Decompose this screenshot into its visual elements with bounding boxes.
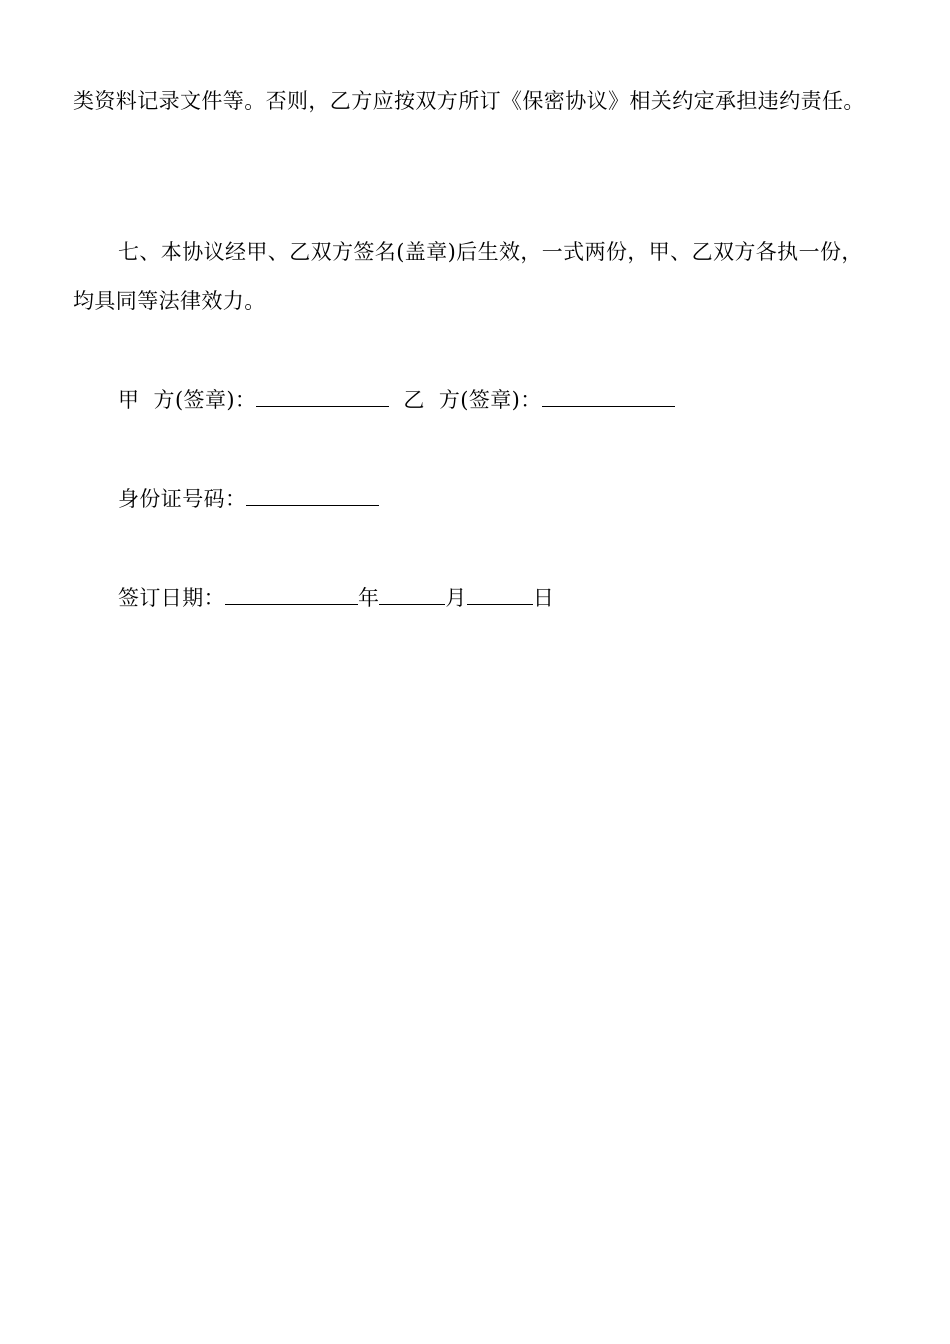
party-a-signature-blank[interactable]: [256, 386, 389, 407]
paragraph-text: 类资料记录文件等。否则，乙方应按双方所订《保密协议》相关约定承担违约责任。: [73, 89, 865, 113]
clause-7-line-1: 七、本协议经甲、乙双方签名(盖章)后生效，一式两份，甲、乙双方各执一份，: [118, 240, 863, 264]
signature-row: [118, 385, 675, 415]
id-number-row: [118, 484, 379, 514]
party-a-label: 甲 方(签章)：: [118, 388, 257, 412]
year-blank[interactable]: [225, 584, 358, 605]
month-blank[interactable]: [379, 584, 445, 605]
id-number-label: 身份证号码：: [118, 487, 247, 511]
clause-7-line-2: 均具同等法律效力。: [73, 289, 266, 313]
day-blank[interactable]: [467, 584, 533, 605]
month-label: 月: [445, 586, 467, 610]
day-label: 日: [532, 586, 555, 610]
party-b-signature-blank[interactable]: [542, 386, 675, 407]
sign-date-label: 签订日期：: [118, 586, 225, 610]
id-number-blank[interactable]: [246, 485, 379, 506]
party-b-label: 乙 方(签章)：: [403, 388, 542, 412]
sign-date-row: [118, 583, 554, 613]
year-label: 年: [358, 586, 380, 610]
